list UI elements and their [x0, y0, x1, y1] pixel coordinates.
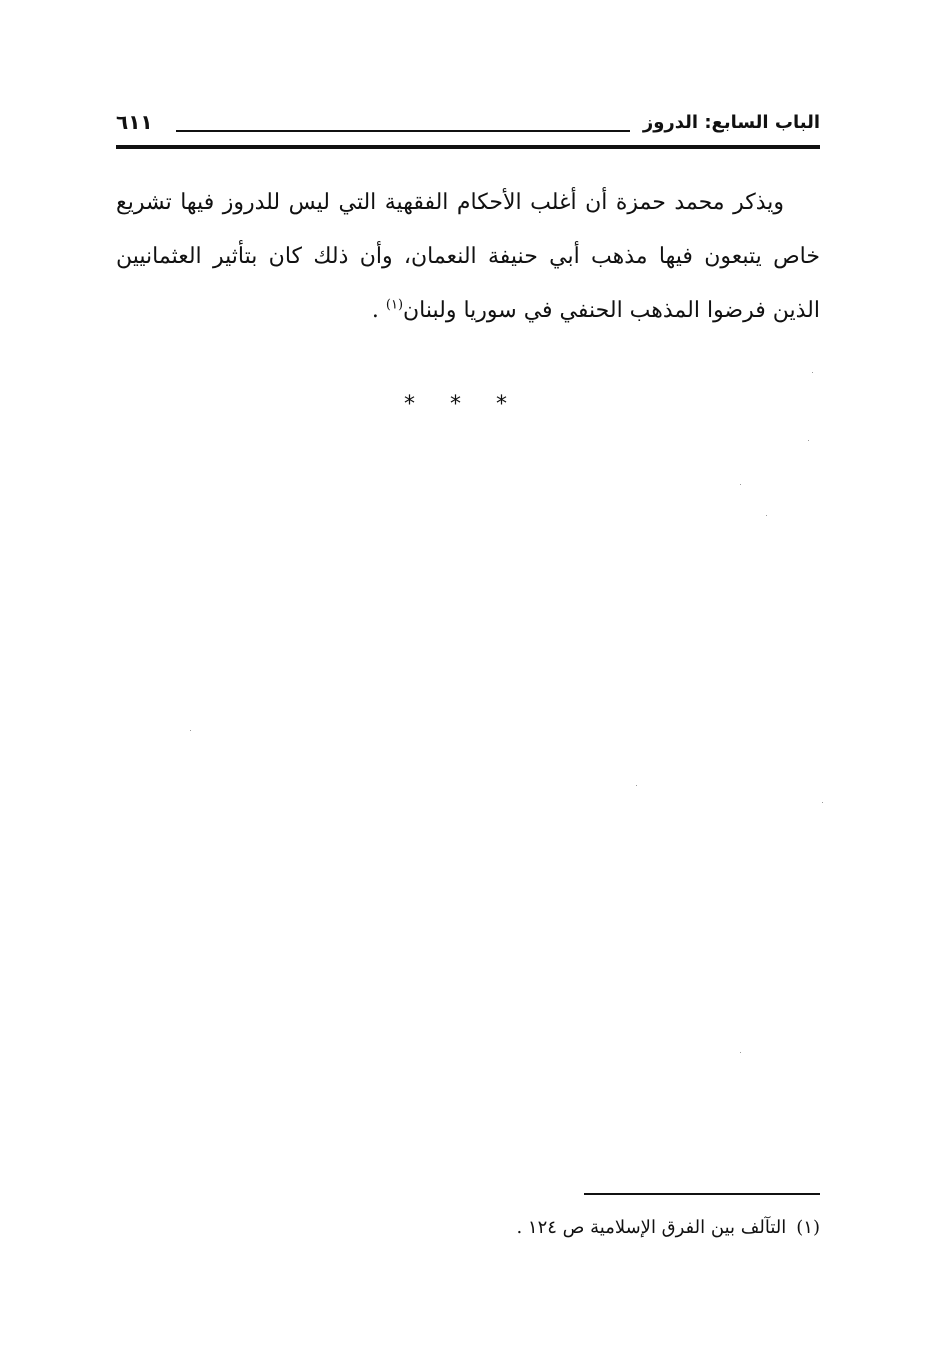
scan-speck [808, 440, 809, 441]
scan-speck [740, 484, 741, 485]
page-number: ٦١١ [116, 110, 153, 134]
footnote-number: (١) [796, 1217, 820, 1238]
footnote [300, 1214, 820, 1242]
footnote-text: التآلف بين الفرق الإسلامية ص ١٢٤ . [516, 1217, 787, 1238]
header-divider [116, 145, 820, 149]
chapter-title: الباب السابع: الدروز [642, 112, 820, 133]
scan-speck [740, 1052, 741, 1053]
scan-speck [636, 785, 637, 786]
scan-speck [190, 730, 191, 731]
main-text [116, 176, 820, 338]
body-paragraph [116, 176, 820, 338]
footnote-rule [584, 1193, 820, 1195]
header-rule [176, 130, 630, 132]
section-separator: * * * [404, 392, 521, 417]
paragraph-end: . [371, 298, 386, 323]
running-header [116, 108, 820, 144]
scan-speck [812, 372, 813, 373]
scan-speck [822, 802, 823, 803]
footnote-reference: (١) [385, 297, 404, 313]
scan-speck [766, 515, 767, 516]
paragraph-text: ويذكر محمد حمزة أن أغلب الأحكام الفقهية التي ليس للدروز فيها تشريع خاص يتبعون فيها مذهب أبي حنيفة النعمان، وأن ذلك كان بتأثير العثمانيين الذين فرضوا المذهب الحنفي في سوريا ولبنان [116, 190, 820, 323]
